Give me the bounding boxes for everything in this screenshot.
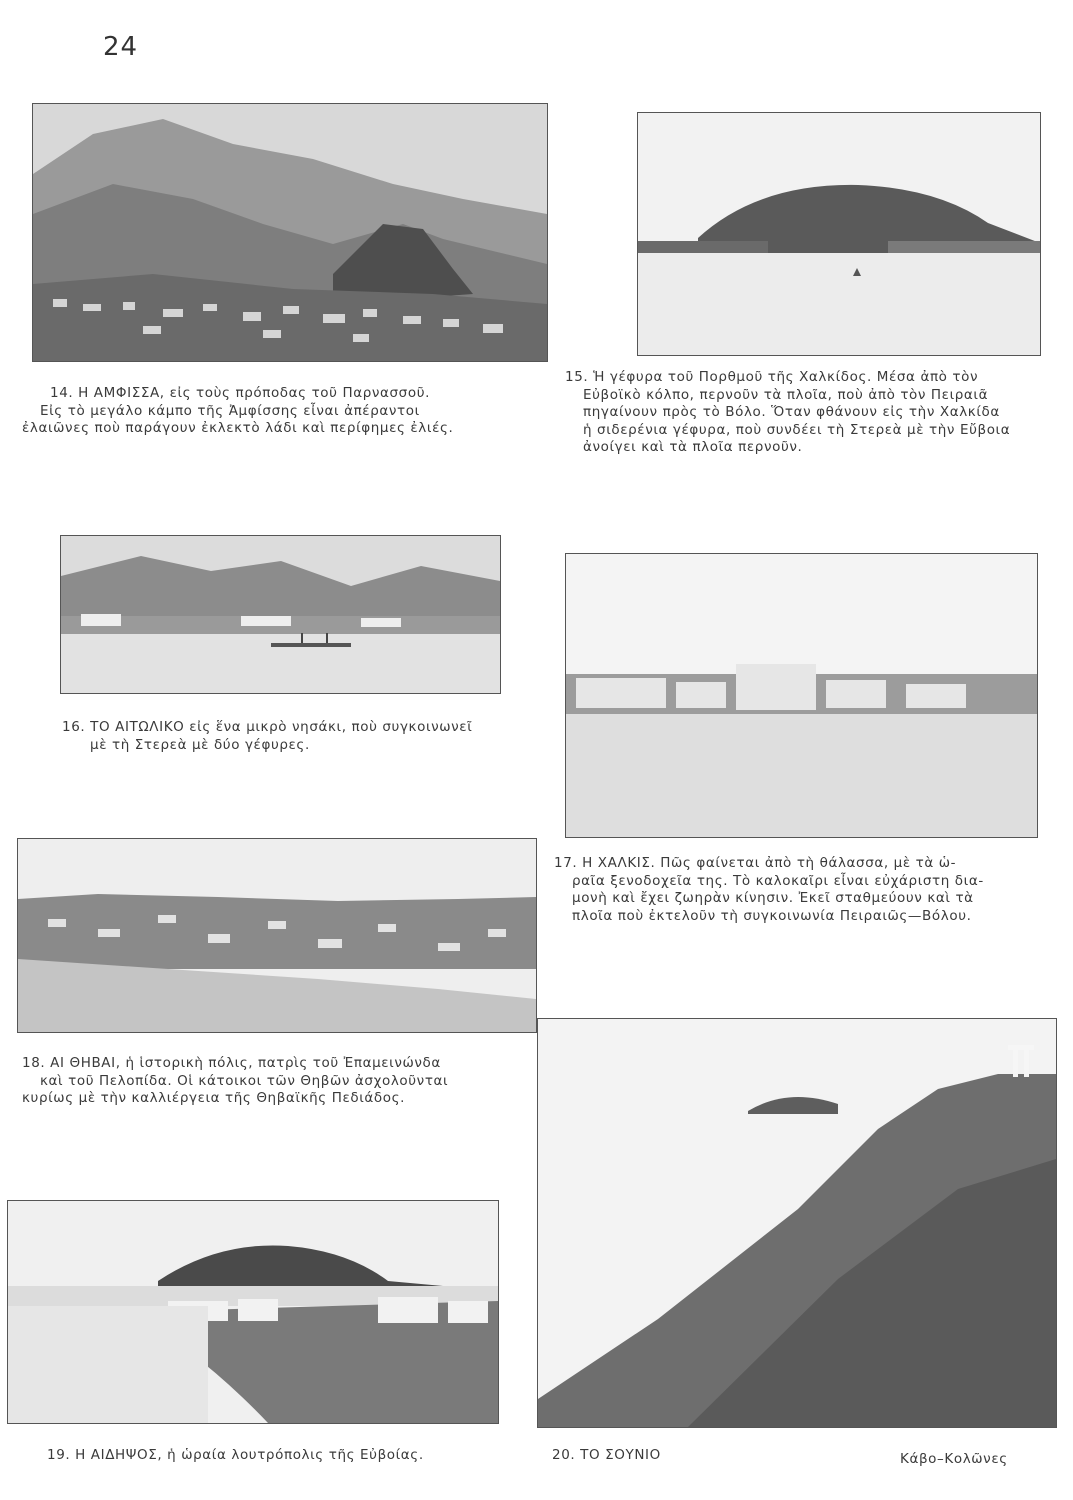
photo-aidipsos	[7, 1200, 499, 1424]
photo-credit: Κάβο–Κολῶνες	[900, 1451, 1008, 1467]
caption-line: πλοῖα ποὺ ἐκτελοῦν τὴ συγκοινωνία Πειραιῶς—Βόλου.	[572, 907, 972, 924]
caption-chalkis-bridge	[565, 369, 1010, 457]
caption-thebes	[22, 1055, 448, 1108]
photo-aitoliko	[60, 535, 501, 694]
caption-line: ἐλαιῶνες ποὺ παράγουν ἐκλεκτὸ λάδι καὶ περίφημες ἐλιές.	[22, 420, 454, 436]
page-number: 24	[103, 32, 139, 62]
caption-line: 16. ΤΟ ΑΙΤΩΛΙΚΟ εἰς ἕνα μικρὸ νησάκι, ποὺ συγκοινωνεῖ	[62, 719, 473, 735]
caption-line: ἡ σιδερένια γέφυρα, ποὺ συνδέει τὴ Στερεὰ μὲ τὴν Εὔβοια	[583, 421, 1011, 438]
caption-line: καὶ τοῦ Πελοπίδα. Οἱ κάτοικοι τῶν Θηβῶν ἀσχολοῦνται	[40, 1072, 449, 1089]
caption-line: μὲ τὴ Στερεὰ μὲ δύο γέφυρες.	[90, 736, 310, 753]
caption-line: 20. ΤΟ ΣΟΥΝΙΟ	[552, 1447, 661, 1463]
amfissa-landscape	[33, 104, 547, 361]
bridge-seascape	[638, 113, 1040, 355]
caption-line: 19. Η ΑΙΔΗΨΟΣ, ἡ ὡραία λουτρόπολις τῆς Εὐβοίας.	[47, 1447, 424, 1463]
caption-aidipsos	[47, 1447, 424, 1465]
caption-line: 17. Η ΧΑΛΚΙΣ. Πῶς φαίνεται ἀπὸ τὴ θάλασσα, μὲ τὰ ὡ-	[554, 855, 957, 871]
photo-chalkis-bridge	[637, 112, 1041, 356]
photo-amfissa	[32, 103, 548, 362]
caption-line: Εὐβοϊκὸ κόλπο, περνοῦν τὰ πλοῖα, ποὺ ἀπὸ τὸν Πειραιᾶ	[583, 386, 989, 403]
chalkis-waterfront	[566, 554, 1037, 837]
caption-chalkis	[554, 855, 984, 925]
aidipsos-bay	[8, 1201, 498, 1423]
sounio-cape	[538, 1019, 1056, 1427]
caption-aitoliko	[62, 719, 472, 754]
caption-sounio	[552, 1447, 661, 1465]
photo-thebes	[17, 838, 537, 1033]
photo-chalkis	[565, 553, 1038, 838]
caption-line: ραῖα ξενοδοχεῖα της. Τὸ καλοκαῖρι εἶναι εὐχάριστη δια-	[572, 872, 984, 889]
caption-line: κυρίως μὲ τὴν καλλιέργεια τῆς Θηβαϊκῆς Πεδιάδος.	[22, 1090, 406, 1106]
aitoliko-lagoon	[61, 536, 500, 693]
caption-line: Εἰς τὸ μεγάλο κάμπο τῆς Ἀμφίσσης εἶναι ἀπέραντοι	[40, 402, 420, 419]
photo-sounio	[537, 1018, 1057, 1428]
caption-line: ἀνοίγει καὶ τὰ πλοῖα περνοῦν.	[583, 439, 803, 455]
caption-line: μονὴ καὶ ἔχει ζωηρὰν κίνησιν. Ἐκεῖ σταθμεύουν καὶ τὰ	[572, 890, 974, 906]
caption-line: 15. Ἡ γέφυρα τοῦ Πορθμοῦ τῆς Χαλκίδος. Μέσα ἀπὸ τὸν	[565, 369, 979, 385]
caption-amfissa	[22, 385, 453, 438]
thebes-town	[18, 839, 536, 1032]
caption-line: πηγαίνουν πρὸς τὸ Βόλο. Ὅταν φθάνουν εἰς τὴν Χαλκίδα	[583, 404, 1000, 420]
caption-line: 14. Η ΑΜΦΙΣΣΑ, εἰς τοὺς πρόποδας τοῦ Παρνασσοῦ.	[50, 385, 431, 401]
caption-line: 18. ΑΙ ΘΗΒΑΙ, ἡ ἱστορικὴ πόλις, πατρὶς τοῦ Ἐπαμεινώνδα	[22, 1055, 441, 1071]
